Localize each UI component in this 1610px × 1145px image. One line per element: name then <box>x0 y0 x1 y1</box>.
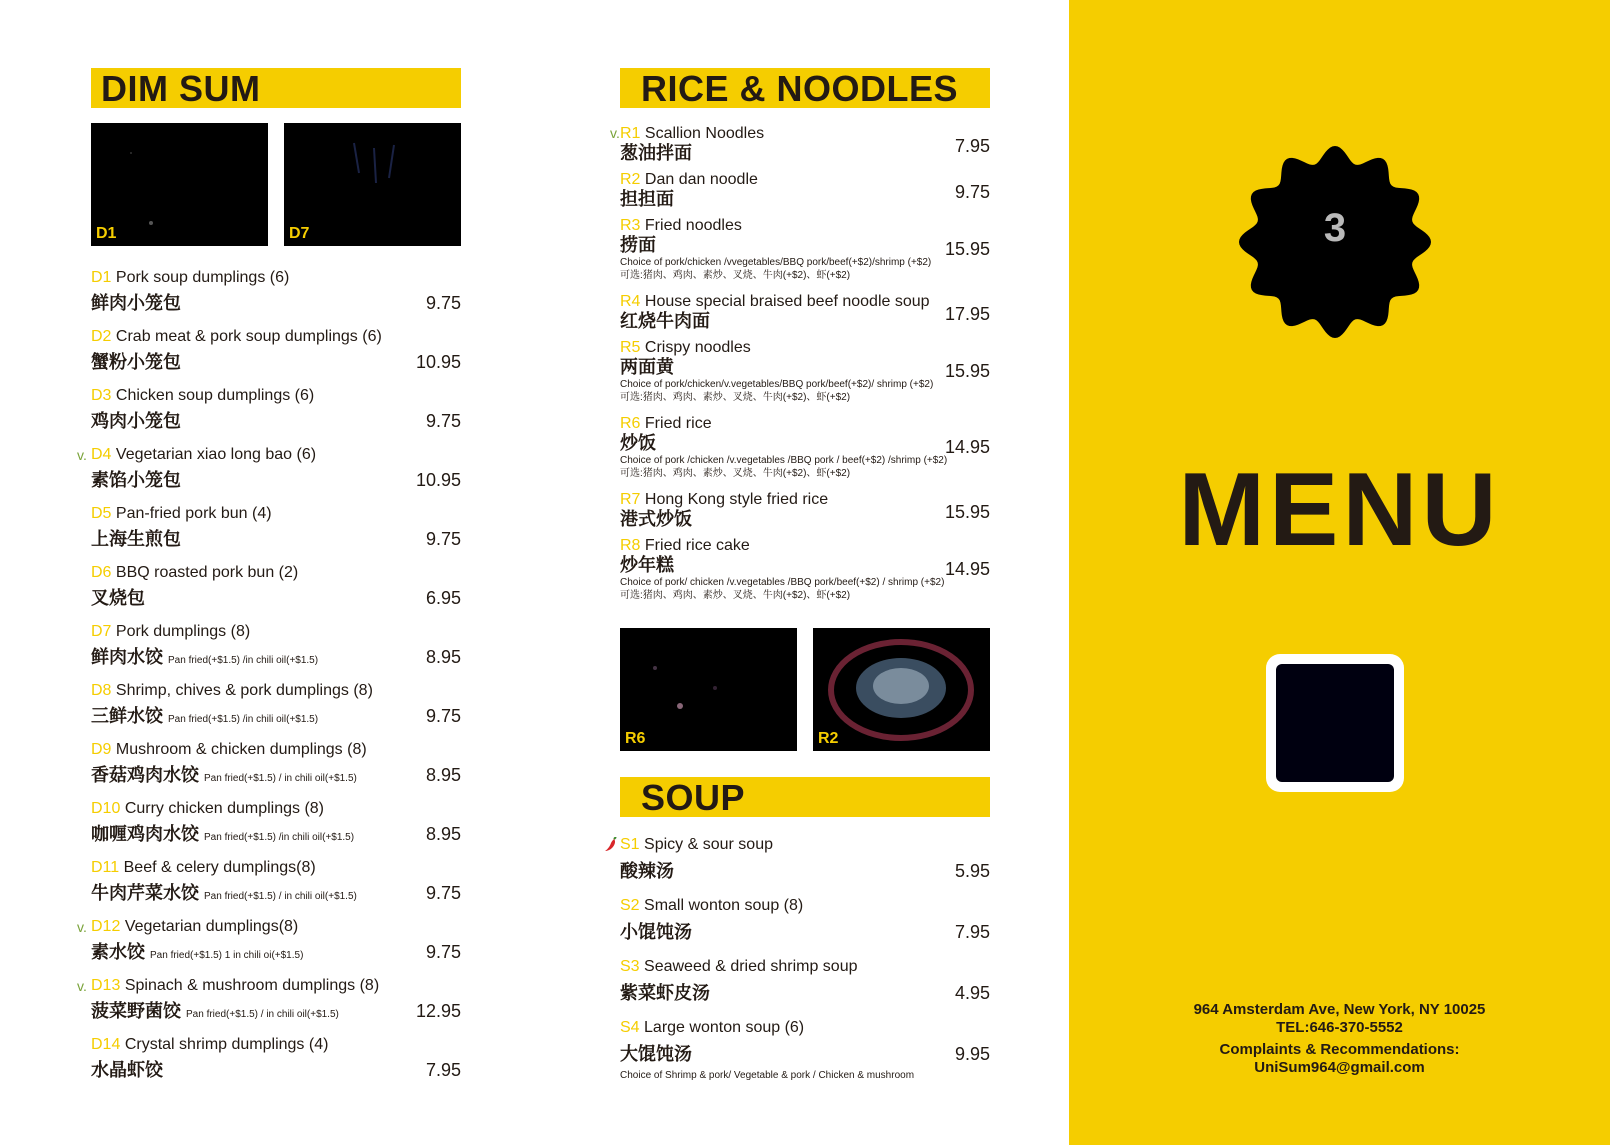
dish-chinese-name: 担担面 <box>620 189 674 209</box>
dish-chinese-name: 叉烧包 <box>91 588 145 608</box>
dish-choice-chinese: 可选:猪肉、鸡肉、素炒、叉烧、牛肉(+$2)、虾(+$2) <box>620 468 851 479</box>
dish-options: Pan fried(+$1.5) /in chili oil(+$1.5) <box>168 655 319 666</box>
dish-chinese-name: 三鲜水饺 <box>91 706 163 726</box>
dish-options: Pan fried(+$1.5) 1 in chili oi(+$1.5) <box>150 950 304 961</box>
rice-noodle-item <box>620 490 990 530</box>
dish-code: S4 <box>620 1019 640 1036</box>
dish-code: S3 <box>620 958 640 975</box>
dim-sum-title: DIM SUM <box>101 68 261 109</box>
dish-name: Scallion Noodles <box>644 125 765 142</box>
dim-sum-item <box>91 268 461 324</box>
dish-chinese-line <box>91 941 303 967</box>
photo-d1-image <box>91 123 268 246</box>
dish-name: Hong Kong style fried rice <box>644 491 829 508</box>
dish-chinese-line <box>91 528 181 550</box>
dish-price: 9.75 <box>954 182 990 202</box>
dim-sum-item <box>91 1035 461 1091</box>
dish-price: 12.95 <box>415 1001 461 1021</box>
dish-chinese-name: 炒年糕 <box>620 555 674 575</box>
dish-name: Fried rice <box>644 415 712 432</box>
photo-r2 <box>813 628 990 751</box>
soup-list <box>620 835 990 1095</box>
dim-sum-item <box>77 445 461 501</box>
dish-name-line <box>91 976 379 995</box>
photo-d7-label: D7 <box>289 225 310 242</box>
dish-name-line <box>91 445 316 464</box>
dish-choice-english: Choice of pork/ chicken /v.vegetables /BBQ pork/beef(+$2) / shrimp (+$2) <box>620 577 945 588</box>
dish-price: 4.95 <box>954 983 990 1003</box>
email[interactable]: UniSum964@gmail.com <box>1254 1059 1425 1076</box>
dish-code: R7 <box>620 491 641 508</box>
dish-code: R5 <box>620 339 641 356</box>
dish-code: D13 <box>91 977 121 994</box>
photo-r6 <box>620 628 797 751</box>
dish-choice-english: Choice of pork/chicken /vvegetables/BBQ pork/beef(+$2)/shrimp (+$2) <box>620 257 932 268</box>
dish-choice-english: Choice of pork/chicken/v.vegetables/BBQ pork/beef(+$2)/ shrimp (+$2) <box>620 379 934 390</box>
dish-price: 15.95 <box>944 502 990 522</box>
dish-chinese-name: 酸辣汤 <box>620 861 674 881</box>
dish-name: House special braised beef noodle soup <box>644 293 930 310</box>
dish-name-line <box>91 799 324 818</box>
dish-name-line <box>620 896 990 915</box>
dish-code: D12 <box>91 918 121 935</box>
dish-name-line <box>620 216 990 235</box>
dish-code: D3 <box>91 387 112 404</box>
dish-name-line <box>620 170 990 189</box>
dish-price: 10.95 <box>415 470 461 490</box>
dish-name-line <box>91 268 289 287</box>
dish-chinese-name: 咖喱鸡肉水饺 <box>91 824 199 844</box>
soup-item <box>620 1018 990 1082</box>
menu-title: MENU <box>1178 452 1501 568</box>
dish-name: Pork soup dumplings (6) <box>115 269 290 286</box>
dish-name-line <box>620 835 990 854</box>
dish-chinese-name: 素水饺 <box>91 942 145 962</box>
dim-sum-item <box>77 976 461 1032</box>
dish-name-line <box>91 681 373 700</box>
dish-name: Beef & celery dumplings(8) <box>123 859 316 876</box>
photo-d7-image <box>284 123 461 246</box>
dish-name-line <box>620 957 990 976</box>
dish-name: Shrimp, chives & pork dumplings (8) <box>115 682 373 699</box>
dish-name: Crispy noodles <box>644 339 751 356</box>
dish-name: Vegetarian xiao long bao (6) <box>115 446 317 463</box>
dish-name-line <box>91 1035 328 1054</box>
dish-chinese-name: 港式炒饭 <box>620 509 692 529</box>
dish-name: Seaweed & dried shrimp soup <box>644 958 858 975</box>
dish-options: Pan fried(+$1.5) /in chili oil(+$1.5) <box>168 714 319 725</box>
dish-name: BBQ roasted pork bun (2) <box>115 564 299 581</box>
dim-sum-header <box>91 68 461 108</box>
dish-price: 15.95 <box>944 239 990 259</box>
soup-title: SOUP <box>641 777 746 818</box>
dish-name: Dan dan noodle <box>644 171 758 188</box>
dish-name-line <box>620 490 990 509</box>
dish-chinese-line <box>91 1000 339 1026</box>
dish-name: Fried noodles <box>644 217 742 234</box>
dish-chinese-name: 红烧牛肉面 <box>620 311 710 331</box>
dim-sum-item <box>77 917 461 973</box>
dish-name-line <box>620 292 990 311</box>
dish-code: R3 <box>620 217 641 234</box>
rice-noodles-section <box>610 68 990 1081</box>
dish-price: 9.75 <box>425 411 461 431</box>
photo-d7 <box>284 123 461 246</box>
rice-noodle-item <box>620 292 990 332</box>
dish-chinese-name: 菠菜野菌饺 <box>91 1001 181 1021</box>
cover-panel <box>1069 0 1610 1145</box>
dish-code: D1 <box>91 269 112 286</box>
complaints-label: Complaints & Recommendations: <box>1219 1041 1460 1058</box>
dish-price: 14.95 <box>944 437 990 457</box>
dish-chinese-line <box>91 351 181 373</box>
dish-name: Spinach & mushroom dumplings (8) <box>124 977 380 994</box>
dish-chinese-name: 小馄饨汤 <box>620 922 692 942</box>
dish-name: Mushroom & chicken dumplings (8) <box>115 741 367 758</box>
dish-name-line <box>91 622 250 641</box>
dish-price: 8.95 <box>425 765 461 785</box>
vegetarian-mark: v. <box>610 125 620 141</box>
dish-options: Pan fried(+$1.5) / in chili oil(+$1.5) <box>204 773 357 784</box>
dish-price: 9.75 <box>425 883 461 903</box>
dish-name-line <box>620 338 990 357</box>
dish-code: D8 <box>91 682 112 699</box>
dim-sum-item <box>91 740 461 796</box>
dish-price: 7.95 <box>425 1060 461 1080</box>
dish-code: D10 <box>91 800 121 817</box>
dish-price: 8.95 <box>425 647 461 667</box>
dish-name-line <box>91 917 298 936</box>
dish-name-line <box>91 563 298 582</box>
dim-sum-item <box>91 504 461 560</box>
dish-chinese-name: 水晶虾饺 <box>91 1060 163 1080</box>
dish-price: 10.95 <box>415 352 461 372</box>
dish-price: 9.95 <box>954 1044 990 1064</box>
page-number: 3 <box>1323 206 1347 250</box>
dish-chinese-name: 素馅小笼包 <box>91 470 181 490</box>
dish-name-line <box>91 327 382 346</box>
rice-noodles-list <box>610 108 990 608</box>
dish-code: S1 <box>620 836 640 853</box>
dim-sum-item <box>91 858 461 914</box>
dish-name: Vegetarian dumplings(8) <box>124 918 299 935</box>
dish-chinese-name: 上海生煎包 <box>91 529 181 549</box>
qr-code[interactable] <box>1266 654 1404 792</box>
vegetarian-mark: v. <box>77 447 87 463</box>
dish-price: 9.75 <box>425 942 461 962</box>
dish-name: Small wonton soup (8) <box>644 897 804 914</box>
dim-sum-item <box>91 327 461 383</box>
dish-chinese-name: 捞面 <box>620 235 656 255</box>
rice-noodles-header <box>620 68 990 108</box>
dish-choice: Choice of Shrimp & pork/ Vegetable & pork / Chicken & mushroom <box>620 1070 915 1081</box>
dish-name: Large wonton soup (6) <box>644 1019 805 1036</box>
photo-r6-label: R6 <box>625 730 646 747</box>
dish-chinese-line <box>91 823 354 849</box>
photo-r2-image <box>813 628 990 751</box>
dish-price: 17.95 <box>944 304 990 324</box>
dim-sum-section <box>77 68 461 1088</box>
soup-item <box>620 896 990 943</box>
dish-name: Crystal shrimp dumplings (4) <box>124 1036 329 1053</box>
dish-chinese-name: 香菇鸡肉水饺 <box>91 765 199 785</box>
address: 964 Amsterdam Ave, New York, NY 10025 <box>1193 1001 1486 1018</box>
rice-noodle-item <box>620 170 990 210</box>
dish-options: Pan fried(+$1.5) /in chili oil(+$1.5) <box>204 832 355 843</box>
dish-chinese-name: 鲜肉小笼包 <box>91 293 181 313</box>
dish-code: D9 <box>91 741 112 758</box>
dish-code: D14 <box>91 1036 121 1053</box>
dish-price: 5.95 <box>954 861 990 881</box>
dish-price: 6.95 <box>425 588 461 608</box>
dish-choice-english: Choice of pork /chicken /v.vegetables /BBQ pork / beef(+$2) /shrimp (+$2) <box>620 455 948 466</box>
dim-sum-list <box>77 268 461 1088</box>
rice-noodle-item <box>620 216 990 282</box>
dish-price: 15.95 <box>944 361 990 381</box>
dish-price: 8.95 <box>425 824 461 844</box>
dim-sum-item <box>91 386 461 442</box>
dish-options: Pan fried(+$1.5) / in chili oil(+$1.5) <box>186 1009 339 1020</box>
dish-price: 9.75 <box>425 706 461 726</box>
rice-noodle-item <box>620 536 990 602</box>
dish-name-line <box>91 740 367 759</box>
soup-header <box>620 777 990 817</box>
dish-name: Pork dumplings (8) <box>115 623 251 640</box>
dish-name-line <box>620 414 990 433</box>
dish-choice-chinese: 可选:猪肉、鸡肉、素炒、叉烧、牛肉(+$2)、虾(+$2) <box>620 392 851 403</box>
dish-choice-chinese: 可选:猪肉、鸡肉、素炒、叉烧、牛肉(+$2)、虾(+$2) <box>620 270 851 281</box>
dish-price: 9.75 <box>425 529 461 549</box>
dish-chinese-line <box>91 646 318 672</box>
photo-d1-label: D1 <box>96 225 117 242</box>
dish-code: D2 <box>91 328 112 345</box>
dish-choice-chinese: 可选:猪肉、鸡肉、素炒、叉烧、牛肉(+$2)、虾(+$2) <box>620 590 851 601</box>
dish-code: R6 <box>620 415 641 432</box>
dish-name-line <box>91 504 272 523</box>
dish-name: Fried rice cake <box>644 537 750 554</box>
dish-code: D5 <box>91 505 112 522</box>
dim-sum-photos <box>91 123 461 246</box>
dish-name: Curry chicken dumplings (8) <box>124 800 324 817</box>
rice-noodles-title: RICE & NOODLES <box>641 68 959 109</box>
dish-chinese-line <box>91 587 145 609</box>
dish-name: Crab meat & pork soup dumplings (6) <box>115 328 382 345</box>
dish-chinese-name: 大馄饨汤 <box>620 1044 692 1064</box>
dish-code: R8 <box>620 537 641 554</box>
dish-name-line <box>91 386 314 405</box>
dish-code: D11 <box>91 859 120 876</box>
dish-price: 7.95 <box>954 136 990 156</box>
dish-code: R2 <box>620 171 641 188</box>
rice-photos <box>620 628 990 751</box>
dish-options: Pan fried(+$1.5) / in chili oil(+$1.5) <box>204 891 357 902</box>
dim-sum-item <box>91 622 461 678</box>
dish-name: Pan-fried pork bun (4) <box>115 505 272 522</box>
dish-price: 7.95 <box>954 922 990 942</box>
dish-chinese-name: 鸡肉小笼包 <box>91 411 181 431</box>
dish-name: Chicken soup dumplings (6) <box>115 387 315 404</box>
rice-noodle-item <box>610 124 990 164</box>
dish-chinese-name: 葱油拌面 <box>620 143 692 163</box>
dish-name: Spicy & sour soup <box>644 836 773 853</box>
photo-r6-image <box>620 628 797 751</box>
phone: TEL:646-370-5552 <box>1276 1019 1403 1036</box>
dish-chinese-name: 牛肉芹菜水饺 <box>91 883 199 903</box>
dish-chinese-line <box>91 410 181 432</box>
photo-d1 <box>91 123 268 246</box>
dish-chinese-line <box>91 764 357 790</box>
dish-chinese-line <box>91 1059 163 1081</box>
dish-code: D7 <box>91 623 112 640</box>
dish-chinese-line <box>91 469 181 491</box>
qr-code-image <box>1276 664 1394 782</box>
vegetarian-mark: v. <box>77 978 87 994</box>
dish-chinese-name: 炒饭 <box>620 433 656 453</box>
soup-item <box>620 957 990 1004</box>
dish-price: 14.95 <box>944 559 990 579</box>
dish-price: 9.75 <box>425 293 461 313</box>
rice-noodle-item <box>620 414 990 480</box>
dish-code: D6 <box>91 564 112 581</box>
dim-sum-item <box>91 799 461 855</box>
dish-chinese-name: 蟹粉小笼包 <box>91 352 181 372</box>
dish-chinese-line <box>91 292 181 314</box>
dish-name-line <box>620 124 990 143</box>
dish-code: D4 <box>91 446 112 463</box>
dish-name-line <box>620 1018 990 1037</box>
dish-chinese-name: 鲜肉水饺 <box>91 647 163 667</box>
dim-sum-item <box>91 563 461 619</box>
dish-chinese-line <box>91 705 318 731</box>
photo-r2-label: R2 <box>818 730 839 747</box>
dish-chinese-name: 紫菜虾皮汤 <box>620 983 710 1003</box>
dish-name-line <box>620 536 990 555</box>
dish-code: S2 <box>620 897 640 914</box>
dish-name-line <box>91 858 316 877</box>
dish-chinese-line <box>91 882 357 908</box>
dish-code: R1 <box>620 125 641 142</box>
dish-code: R4 <box>620 293 641 310</box>
soup-item <box>620 835 990 882</box>
contact-info <box>1069 1001 1610 1077</box>
chili-pepper-icon <box>604 837 618 853</box>
page-number-badge <box>1235 142 1435 342</box>
vegetarian-mark: v. <box>77 919 87 935</box>
dish-chinese-name: 两面黄 <box>620 357 674 377</box>
rice-noodle-item <box>620 338 990 404</box>
dim-sum-item <box>91 681 461 737</box>
